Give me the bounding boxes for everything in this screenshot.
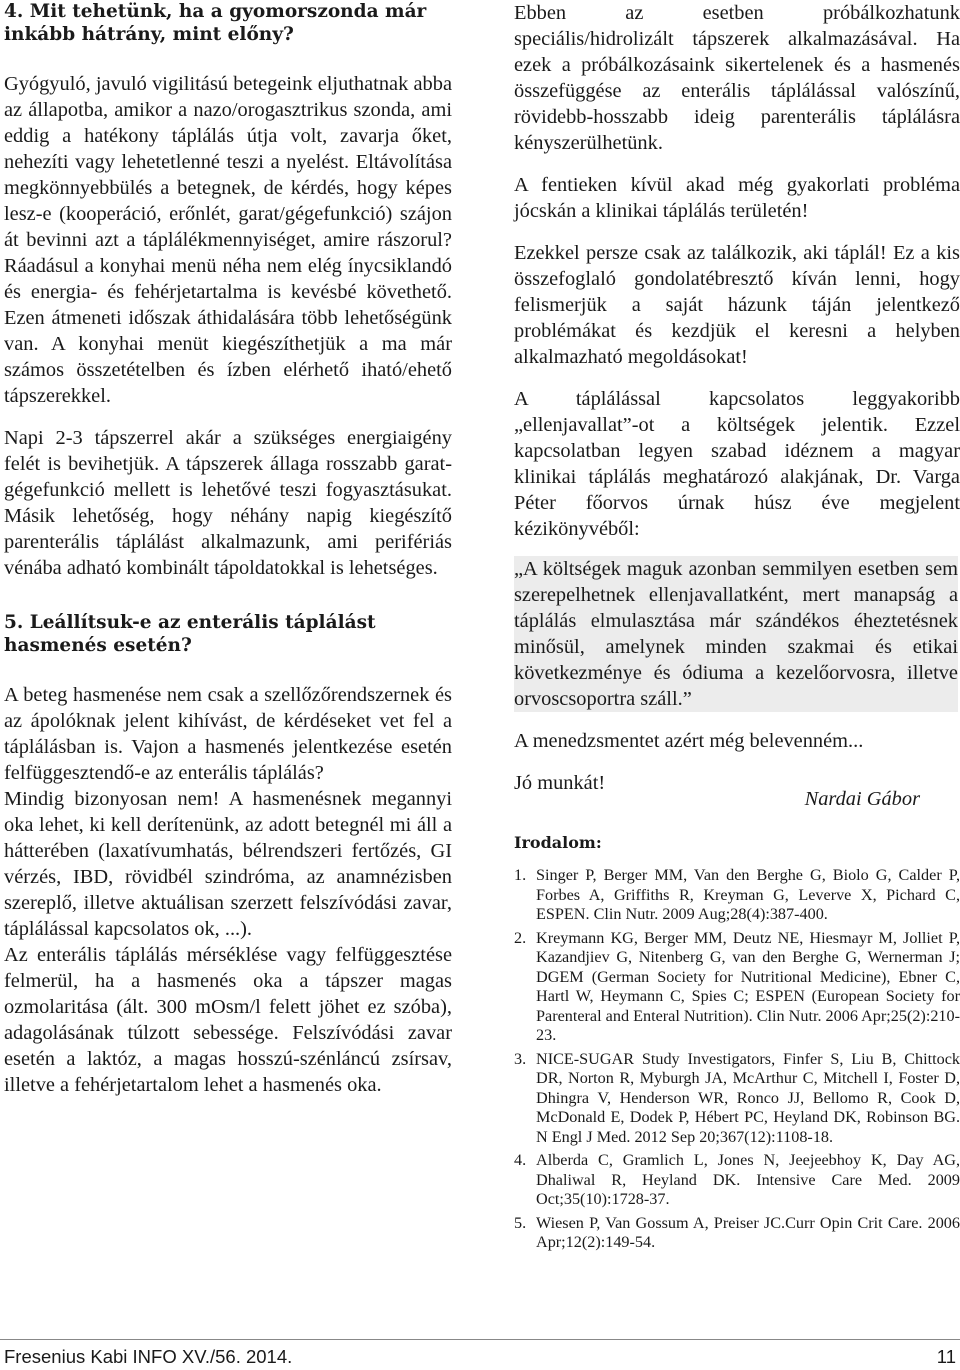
paragraph: A fentieken kívül akad még gyakorlati probléma jócskán a klinikai táplálás területén! — [514, 174, 960, 222]
reference-text: Singer P, Berger MM, Van den Berghe G, Biolo G, Calder P, Forbes A, Griffiths R, Kreyman G, Leverve X, Pichard C, ESPEN. Clin Nutr. 2009 Aug;28(4):387-400. — [536, 866, 960, 923]
closing-line: Jó munkát! — [514, 772, 606, 794]
reference-item — [514, 1050, 960, 1148]
reference-number: 3. — [514, 1049, 527, 1068]
paragraph: A táplálással kapcsolatos leggyakoribb „ellenjavallat”-ot a költségek jelentik. Ezzel kapcsolatban legyen szabad idéznem a magyar klinikai táplálás meghatározó alakjának, Dr. Varga Péter főorvos úrnak húsz éve megjelent kézikönyvéből: — [514, 388, 960, 540]
section-4-title: 4. Mit tehetünk, ha a gyomorszonda már inkább hátrány, mint előny? — [4, 1, 427, 45]
references-heading: Irodalom: — [514, 833, 602, 852]
quote-text: „A költségek maguk azonban semmilyen esetben sem szerepelhetnek ellenjavallatként, mert manapság a táplálás elmulasztása már szándékos éheztetésnek minősül, amelynek minden szakmai és etikai következménye és ódiuma a kezelőorvosra, illetve orvoscsoportra száll.” — [514, 558, 958, 710]
left-column — [4, 0, 452, 1098]
reference-text: NICE-SUGAR Study Investigators, Finfer S, Liu B, Chittock DR, Norton R, Myburgh JA, McArthur C, Mitchell I, Foster D, Dhingra V, Henderson WR, Ronco JJ, Bellomo R, Cook D, McDonald E, Dodek P, Hébert PC, Heyland DK, Robinson BG. N Engl J Med. 2012 Sep 20;367(12):1108-18. — [536, 1049, 960, 1146]
page-number: 11 — [936, 1346, 956, 1367]
paragraph: Ebben az esetben próbálkozhatunk speciális/hidrolizált tápszerek alkalmazásával. Ha ezek a próbálkozásaink sikertelenek és a hasmenés összefüggése az enterális táplálással valószínű, rövidebb-hosszabb ideig parenterális táplálásra kényszerülhetünk. — [514, 2, 960, 154]
paragraph: Gyógyuló, javuló vigilitású betegeink eljuthatnak abba az állapotba, amikor a nazo/orogasztrikus szonda, ami eddig a hatékony táplálás útja volt, zavarja őket, nehezíti vagy lehetetlenné teszi a nyelést. Eltávolítása megkönnyebbülés a betegnek, de kérdés, hogy képes lesz-e (kooperáció, erőnlét, garat/gégefunkció) szájon át bevinni azt a táplálékmennyiséget, amire rászorul? Ráadásul a konyhai menü néha nem elég ínycsiklandó és energia- és fehérjetartalma is kevésbé követhető. Ezen átmeneti időszak áthidalására több lehetőségünk van. A konyhai menüt kiegészíthetjük a ma már számos összetételben és ízben elérhető iható/ehető tápszerekkel. — [4, 73, 452, 407]
reference-item — [514, 1214, 960, 1253]
footer-divider — [0, 1339, 960, 1340]
paragraph: Mindig bizonyosan nem! A hasmenésnek megannyi oka lehet, ki kell derítenünk, az adott betegnél mi áll a hátterében (laxatívumhatás, bélrendszeri fertőzés, GI vérzés, IBD, rövidbél szindróma, az anamnézisben szereplő, illetve aktuálisan szerzett felszívódási zavar, táplálással kapcsolatos ok, ...). — [4, 788, 452, 940]
reference-item — [514, 1151, 960, 1210]
section-5-title: 5. Leállítsuk-e az enterális táplálást hasmenés esetén? — [4, 612, 376, 656]
publication-info: Fresenius Kabi INFO XV./56. 2014. — [4, 1346, 293, 1367]
paragraph: Az enterális táplálás mérséklése vagy felfüggesztése felmerül, ha a hasmenés oka a tápszer magas ozmolaritása (ált. 300 mOsm/l felett jöhet ez szóba), adagolásának túlzott sebessége. Felszívódási zavar esetén a laktóz, a magas hosszú-szénláncú zsírsav, illetve a fehérjetartalom lehet a hasmenés oka. — [4, 944, 452, 1096]
reference-number: 2. — [514, 928, 527, 947]
paragraph: Ezekkel persze csak az találkozik, aki táplál! Ez a kis összefoglaló gondolatébresztő kíván lenni, hogy felismerjük a saját házunk táján jelentkező problémákat és kezdjük el keresni a helyben alkalmazható megoldásokat! — [514, 242, 960, 368]
quote-box — [514, 556, 958, 712]
paragraph: A menedzsmentet azért még belevenném... — [514, 730, 864, 752]
reference-text: Kreymann KG, Berger MM, Deutz NE, Hiesmayr M, Jolliet P, Kazandjiev G, Nitenberg G, van den Berghe G, Wernerman J; DGEM (German Society for Nutritional Medicine), Ebner C, Hartl W, Heymann C, Spies C; ESPEN (European Society for Parenteral and Enteral Nutrition). Clin Nutr. 2006 Apr;25(2):210-23. — [536, 928, 960, 1044]
right-column — [514, 0, 960, 1257]
reference-number: 4. — [514, 1151, 527, 1169]
paragraph: A beteg hasmenése nem csak a szellőzőrendszernek és az ápolóknak jelent kihívást, de kérdéseket vet fel a táplálásban is. Vajon a hasmenés jelentkezése esetén felfüggesztendő-e az enterális táplálás? — [4, 684, 452, 784]
reference-number: 5. — [514, 1213, 527, 1232]
references-list — [514, 866, 960, 1253]
reference-text: Alberda C, Gramlich L, Jones N, Jeejeebhoy K, Day AG, Dhaliwal R, Heyland DK. Intensive Care Med. 2009 Oct;35(10):1728-37. — [536, 1151, 960, 1208]
author-signature: Nardai Gábor — [804, 788, 920, 810]
reference-item — [514, 929, 960, 1046]
reference-item — [514, 866, 960, 925]
reference-text: Wiesen P, Van Gossum A, Preiser JC.Curr Opin Crit Care. 2006 Apr;12(2):149-54. — [536, 1213, 960, 1251]
paragraph: Napi 2-3 tápszerrel akár a szükséges energiaigény felét is bevihetjük. A tápszerek állaga rosszabb garat-gégefunkció mellett is lehetővé teszi fogyasztásukat. Másik lehetőség, hogy néhány napig kiegészítő parenterális táplálást alkalmazunk, ami perifériás vénába adható kombinált tápoldatokkal is lehetséges. — [4, 427, 452, 579]
reference-number: 1. — [514, 866, 527, 884]
page-footer — [4, 1346, 956, 1368]
